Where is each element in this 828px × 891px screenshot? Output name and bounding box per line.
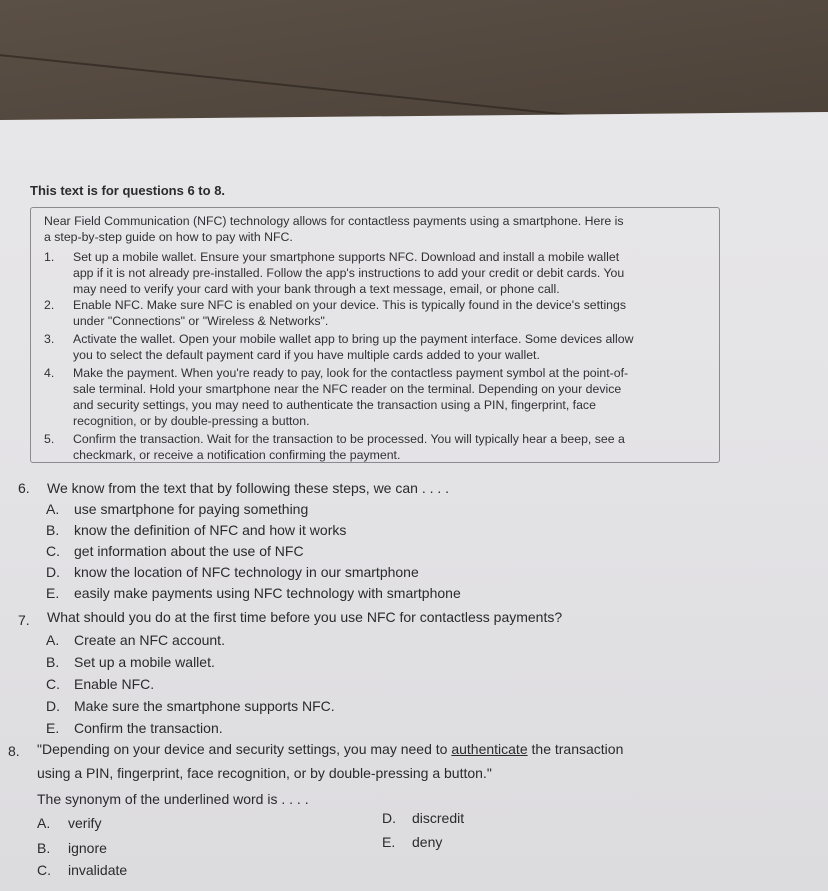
step-2-line-1: Enable NFC. Make sure NFC is enabled on your device. This is typically found in the device's settings [73,298,627,312]
step-number: 5. [44,432,55,446]
question-7-text: What should you do at the first time before you use NFC for contactless payments? [47,609,563,625]
q7-option-a[interactable]: Create an NFC account. [74,632,225,648]
q6-option-e[interactable]: easily make payments using NFC technology with smartphone [74,585,461,601]
step-number: 2. [44,298,55,312]
q7-option-c[interactable]: Enable NFC. [74,676,155,692]
option-letter: E. [382,834,396,850]
step-number: 4. [44,366,55,380]
step-3-line-1: Activate the wallet. Open your mobile wallet app to bring up the payment interface. Some devices allow [73,332,634,346]
question-8-number: 8. [8,743,20,759]
q8-quote-start: "Depending on your device and security settings, you may need to [37,741,452,757]
q8-option-d[interactable]: discredit [412,810,465,826]
option-letter: B. [46,522,60,538]
option-letter: A. [37,815,51,831]
question-8-line-3: The synonym of the underlined word is . . . . [37,791,309,807]
underlined-word: authenticate [451,741,528,757]
question-6-number: 6. [18,480,30,496]
option-letter: C. [46,543,60,559]
q8-option-a[interactable]: verify [68,815,102,831]
step-4-line-3: and security settings, you may need to authenticate the transaction using a PIN, fingerprint, face [73,398,596,412]
step-1-line-1: Set up a mobile wallet. Ensure your smartphone supports NFC. Download and install a mobile wallet [73,250,620,264]
step-2-line-2: under "Connections" or "Wireless & Networks". [73,314,329,328]
step-1-line-2: app if it is not already pre-installed. Follow the app's instructions to add your credit or debit cards. You [73,266,625,280]
option-letter: C. [46,676,60,692]
q7-option-e[interactable]: Confirm the transaction. [74,720,223,736]
q6-option-b[interactable]: know the definition of NFC and how it works [74,522,347,538]
step-number: 3. [44,332,55,346]
option-letter: D. [382,810,396,826]
question-8-line-1 [37,741,623,757]
step-4-line-1: Make the payment. When you're ready to pay, look for the contactless payment symbol at the point-of- [73,366,629,380]
section-intro: This text is for questions 6 to 8. [30,183,226,198]
question-7-number: 7. [18,612,30,628]
option-letter: A. [46,632,60,648]
step-3-line-2: you to select the default payment card if you have multiple cards added to your wallet. [73,348,540,362]
q7-option-d[interactable]: Make sure the smartphone supports NFC. [74,698,335,714]
option-letter: E. [46,585,60,601]
passage-intro-line-2: a step-by-step guide on how to pay with NFC. [44,230,293,244]
q6-option-c[interactable]: get information about the use of NFC [74,543,304,559]
option-letter: B. [46,654,60,670]
step-number: 1. [44,250,55,264]
step-1-line-3: may need to verify your card with your bank through a text message, email, or phone call. [73,282,560,296]
option-letter: D. [46,564,60,580]
q6-option-d[interactable]: know the location of NFC technology in our smartphone [74,564,419,580]
q8-option-e[interactable]: deny [412,834,443,850]
q6-option-a[interactable]: use smartphone for paying something [74,501,309,517]
option-letter: D. [46,698,60,714]
q8-option-b[interactable]: ignore [68,840,107,856]
question-6-text: We know from the text that by following these steps, we can . . . . [47,480,450,496]
step-4-line-4: recognition, or by double-pressing a button. [73,414,310,428]
option-letter: B. [37,840,51,856]
q8-option-c[interactable]: invalidate [68,862,128,878]
question-8-line-2: using a PIN, fingerprint, face recognition, or by double-pressing a button." [37,765,492,781]
q8-quote-end: the transaction [527,741,624,757]
q7-option-b[interactable]: Set up a mobile wallet. [74,654,215,670]
option-letter: A. [46,501,60,517]
option-letter: C. [37,862,51,878]
step-5-line-1: Confirm the transaction. Wait for the transaction to be processed. You will typically hear a beep, see a [73,432,625,446]
step-4-line-2: sale terminal. Hold your smartphone near the NFC reader on the terminal. Depending on your device [73,382,622,396]
passage-intro-line-1: Near Field Communication (NFC) technology allows for contactless payments using a smartphone. Here is [44,214,624,228]
option-letter: E. [46,720,60,736]
step-5-line-2: checkmark, or receive a notification confirming the payment. [73,448,401,462]
